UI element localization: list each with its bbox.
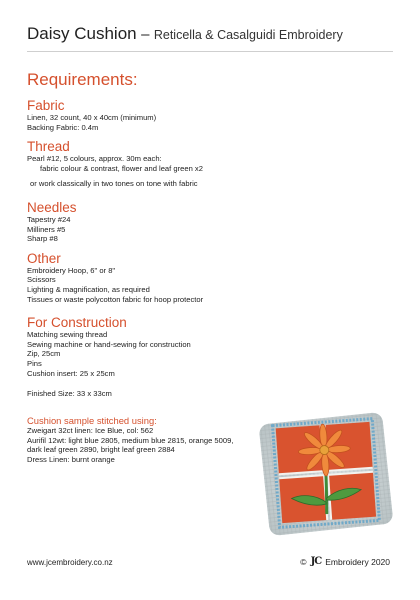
other-line: Tissues or waste polycotton fabric for hoop protector	[27, 294, 204, 304]
thread-line: or work classically in two tones on tone with fabric	[30, 179, 198, 189]
sample-heading: Cushion sample stitched using:	[27, 415, 157, 426]
finished-size: Finished Size: 33 x 33cm	[27, 389, 112, 399]
title-subtitle: Reticella & Casalguidi Embroidery	[153, 28, 343, 42]
needles-line: Tapestry #24	[27, 214, 71, 224]
spacer	[27, 304, 397, 315]
jc-logo: JC	[310, 556, 322, 567]
fabric-line: Linen, 32 count, 40 x 40cm (minimum)	[27, 113, 157, 122]
needles-line: Milliners #5	[27, 224, 66, 234]
other-line: Scissors	[27, 275, 56, 285]
copyright-brand: Embroidery 2020	[325, 556, 390, 567]
spacer	[27, 378, 397, 389]
thread-line: Pearl #12, 5 colours, approx. 30m each:	[27, 154, 162, 164]
other-line: Embroidery Hoop, 6" or 8"	[27, 265, 116, 275]
requirements-section	[27, 70, 397, 399]
construction-line: Zip, 25cm	[27, 349, 61, 359]
thread-heading: Thread	[27, 139, 70, 155]
sample-line: Dress Linen: burnt orange	[27, 454, 115, 464]
other-heading: Other	[27, 250, 61, 266]
requirements-heading: Requirements:	[27, 70, 138, 89]
sample-line: Aurifil 12wt: light blue 2805, medium blue 2815, orange 5009, dark leaf green 2890, bright leaf green 2884	[27, 435, 234, 455]
construction-heading: For Construction	[27, 315, 127, 331]
spacer	[27, 189, 397, 200]
cushion-sample-photo	[256, 410, 396, 538]
page-title	[27, 24, 393, 44]
spacer	[27, 244, 397, 251]
sample-line: Zweigart 32ct linen: Ice Blue, col: 562	[27, 426, 154, 435]
header-divider	[27, 51, 393, 52]
fabric-heading: Fabric	[27, 98, 65, 113]
construction-line: Pins	[27, 358, 42, 368]
fabric-line: Backing Fabric: 0.4m	[27, 122, 99, 132]
copyright-notice	[300, 556, 390, 567]
sample-section	[27, 415, 249, 464]
title-dash: –	[141, 26, 150, 43]
spacer	[27, 132, 397, 139]
needles-heading: Needles	[27, 199, 77, 215]
title-text: Daisy Cushion	[27, 24, 137, 43]
construction-line: Cushion insert: 25 x 25cm	[27, 368, 115, 378]
needles-line: Sharp #8	[27, 234, 58, 244]
other-line: Lighting & magnification, as required	[27, 284, 150, 294]
construction-line: Matching sewing thread	[27, 330, 108, 340]
copyright-symbol: ©	[300, 556, 307, 567]
website-link[interactable]: www.jcembroidery.co.nz	[27, 558, 113, 567]
construction-line: Sewing machine or hand-sewing for construction	[27, 339, 191, 349]
thread-line: fabric colour & contrast, flower and leaf green x2	[40, 163, 203, 173]
